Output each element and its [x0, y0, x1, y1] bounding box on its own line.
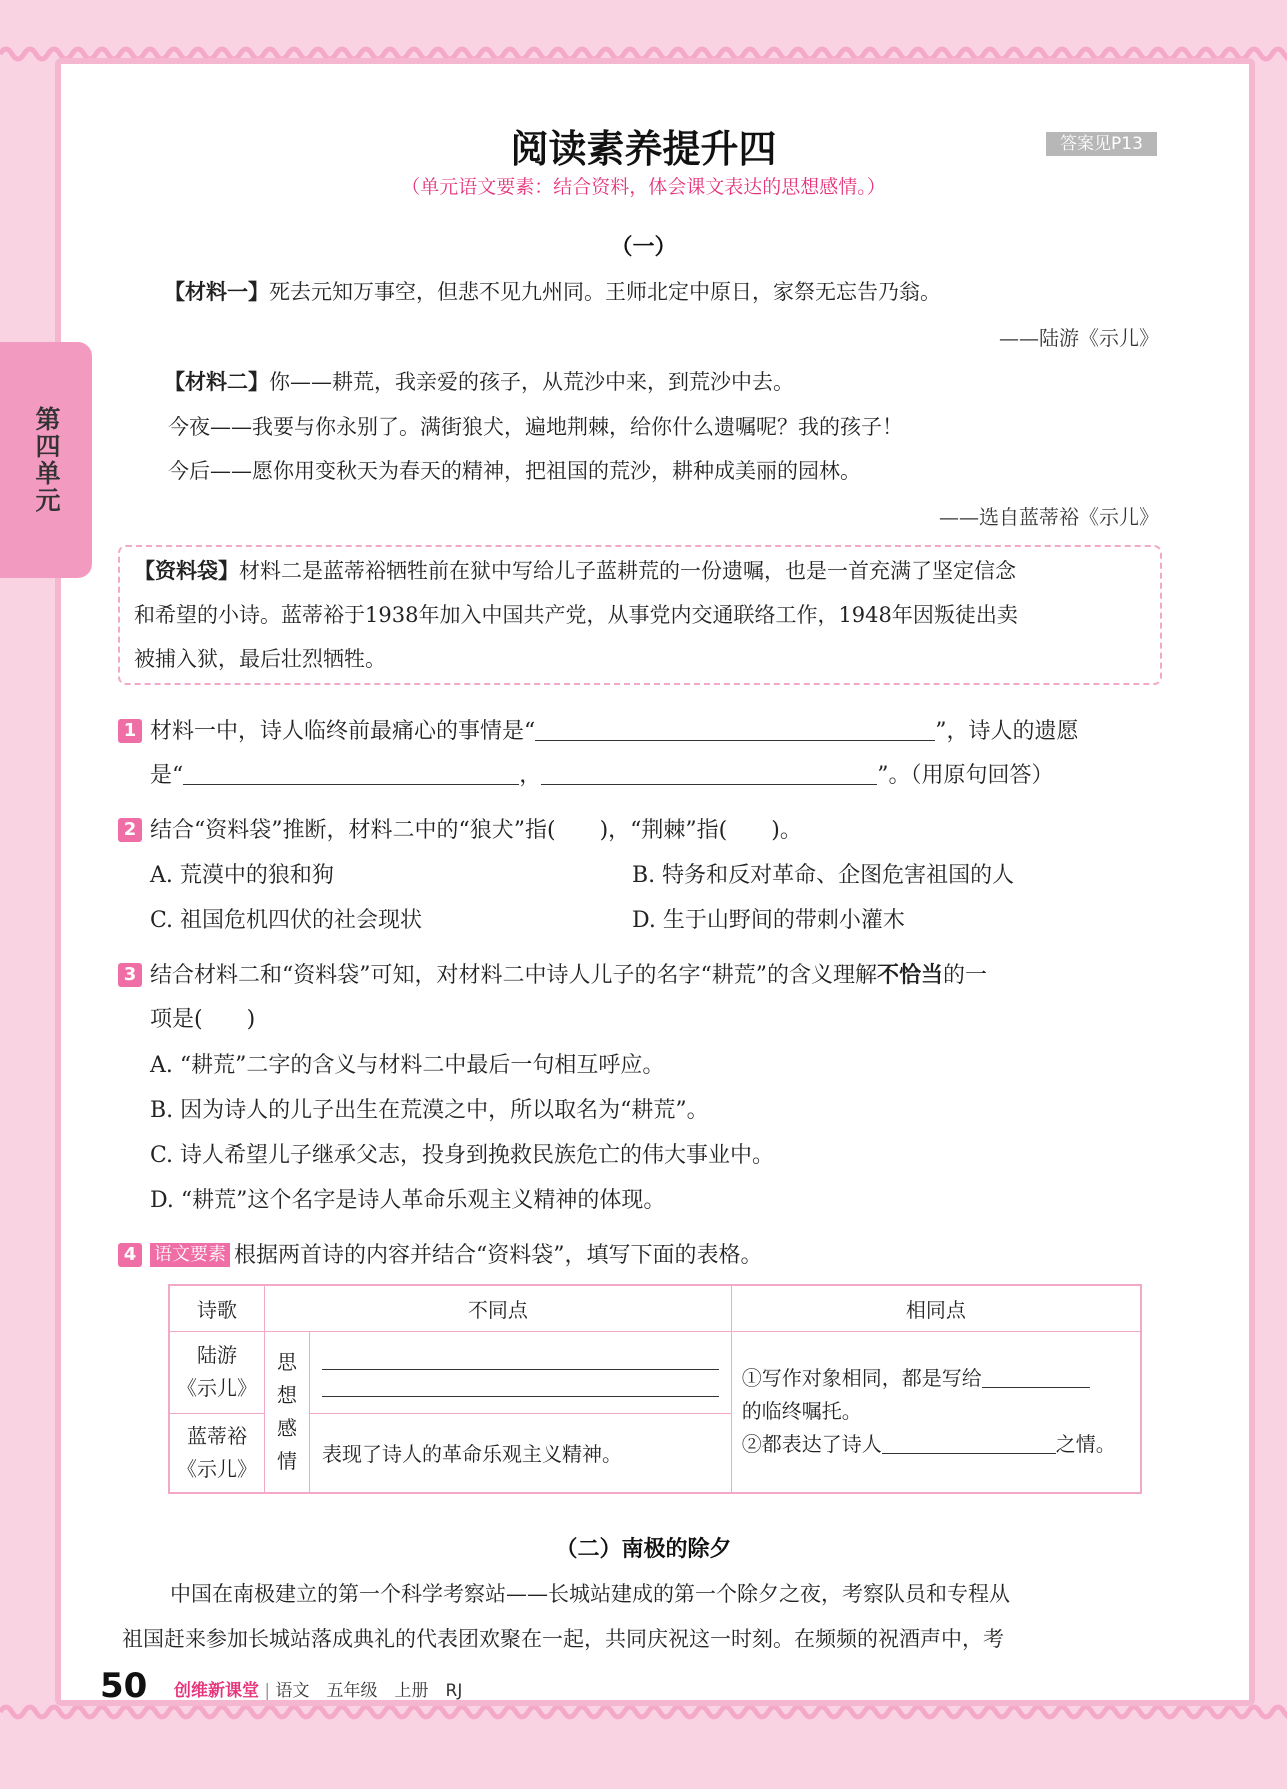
- material-one-source: ——陆游《示儿》: [999, 326, 1159, 350]
- question-2-stem: [118, 813, 802, 844]
- row1-poem: [169, 1331, 265, 1413]
- page-title: 阅读素养提升四: [510, 127, 777, 171]
- question-1-text-d: ，: [519, 763, 542, 788]
- question-1-line-2: [150, 758, 1054, 789]
- comparison-table: [168, 1284, 1142, 1494]
- unit-side-tab: [0, 342, 92, 578]
- material-two-text-1: 你——耕荒，我亲爱的孩子，从荒沙中来，到荒沙中去。: [269, 370, 794, 394]
- material-two-line-2: 今夜——我要与你永别了。满街狼犬，遍地荆棘，给你什么遗嘱呢？我的孩子！: [168, 415, 903, 439]
- table-header-row: [169, 1285, 1141, 1331]
- aspect-char: 思: [277, 1349, 297, 1374]
- header-similarity: 相同点: [731, 1285, 1141, 1331]
- similarity-1-blank[interactable]: [982, 1367, 1090, 1388]
- question-2-number: 2: [118, 818, 142, 842]
- question-3-stem: [118, 958, 987, 989]
- similarity-2: [742, 1428, 1130, 1461]
- row1-title: 《示儿》: [177, 1376, 257, 1400]
- table-row: [169, 1331, 1141, 1413]
- unit-label: 第四单元: [32, 406, 61, 514]
- header-poem: 诗歌: [169, 1285, 265, 1331]
- info-box-line-2: 和希望的小诗。蓝蒂裕于1938年加入中国共产党，从事党内交通联络工作，1948年因叛徒出卖: [134, 603, 1018, 627]
- header-difference: 不同点: [265, 1285, 732, 1331]
- answer-reference-badge: 答案见P13: [1046, 132, 1157, 156]
- question-3-option-d[interactable]: D. “耕荒”这个名字是诗人革命乐观主义精神的体现。: [150, 1188, 666, 1213]
- row2-title: 《示儿》: [177, 1456, 257, 1481]
- aspect-char: 感: [277, 1415, 297, 1440]
- footer-course: 语文 五年级 上册 RJ: [275, 1681, 463, 1701]
- row2-poem: [169, 1413, 265, 1493]
- question-1-text-b: ”，诗人的遗愿: [935, 719, 1079, 744]
- section-two-line-1: 中国在南极建立的第一个科学考察站——长城站建成的第一个除夕之夜，考察队员和专程从: [170, 1582, 1010, 1606]
- question-1-text-c: 是“: [150, 763, 184, 788]
- question-3-number: 3: [118, 963, 142, 987]
- question-4-stem: [118, 1238, 763, 1269]
- aspect-char: 情: [277, 1448, 297, 1473]
- question-3-text-a: 结合材料二和“资料袋”可知，对材料二中诗人儿子的名字“耕荒”的含义理解: [150, 963, 877, 988]
- row2-poet: 蓝蒂裕: [187, 1423, 247, 1448]
- question-1-blank-1[interactable]: [535, 720, 935, 741]
- question-1-blank-3[interactable]: [541, 764, 877, 785]
- answer-line[interactable]: [322, 1386, 719, 1397]
- question-1-text-e: ”。（用原句回答）: [877, 763, 1054, 788]
- info-box-label: 【资料袋】: [134, 559, 239, 583]
- similarity-2-blank[interactable]: [882, 1433, 1056, 1454]
- question-2-option-a[interactable]: A. 荒漠中的狼和狗: [150, 863, 334, 888]
- info-box: [118, 545, 1162, 685]
- aspect-label: [265, 1331, 310, 1493]
- question-3-option-b[interactable]: B. 因为诗人的儿子出生在荒漠之中，所以取名为“耕荒”。: [150, 1098, 709, 1123]
- material-two-label: 【材料二】: [164, 370, 269, 394]
- question-3-option-a[interactable]: A. “耕荒”二字的含义与材料二中最后一句相互呼应。: [150, 1053, 665, 1078]
- similarity-2-text: ②都表达了诗人: [741, 1432, 882, 1457]
- material-two-line-3: 今后——愿你用变秋天为春天的精神，把祖国的荒沙，耕种成美丽的园林。: [168, 459, 861, 483]
- question-3-emphasis: 不恰当: [877, 963, 944, 988]
- question-4-text: 根据两首诗的内容并结合“资料袋”，填写下面的表格。: [234, 1243, 763, 1268]
- question-1-blank-2[interactable]: [183, 764, 519, 785]
- footer-brand: 创维新课堂: [174, 1681, 259, 1701]
- row1-poet: 陆游: [197, 1343, 237, 1367]
- material-one-label: 【材料一】: [164, 280, 269, 304]
- section-two-line-2: 祖国赶来参加长城站落成典礼的代表团欢聚在一起，共同庆祝这一时刻。在频频的祝酒声中，考: [122, 1627, 1004, 1651]
- info-box-text-1: 材料二是蓝蒂裕牺牲前在狱中写给儿子蓝耕荒的一份遗嘱，也是一首充满了坚定信念: [239, 559, 1016, 583]
- section-two-heading: （二）南极的除夕: [555, 1537, 732, 1562]
- question-4-number: 4: [118, 1243, 142, 1267]
- question-1-text-a: 材料一中，诗人临终前最痛心的事情是“: [150, 719, 536, 744]
- question-2-option-d[interactable]: D. 生于山野间的带刺小灌木: [632, 908, 905, 933]
- similarity-1-end: 的临终嘱托。: [741, 1399, 862, 1424]
- similarity-1-text: ①写作对象相同，都是写给: [741, 1366, 982, 1391]
- similarity-2-end: 之情。: [1055, 1432, 1116, 1457]
- aspect-char: 想: [277, 1382, 297, 1407]
- row2-difference: 表现了诗人的革命乐观主义精神。: [310, 1413, 732, 1493]
- material-one-text: 死去元知万事空，但悲不见九州同。王师北定中原日，家祭无忘告乃翁。: [269, 280, 941, 304]
- info-box-line-3: 被捕入狱，最后壮烈牺牲。: [134, 647, 386, 671]
- question-3-stem-line-2: 项是( ): [150, 1007, 256, 1032]
- page-number: 50: [100, 1666, 148, 1706]
- similarity-1: [742, 1362, 1130, 1395]
- material-two-line-1: [164, 366, 794, 396]
- similarity-cell: [731, 1331, 1141, 1493]
- material-one: [164, 276, 941, 306]
- question-1-number: 1: [118, 719, 142, 743]
- footer-info: 创维新课堂 | 语文 五年级 上册 RJ: [174, 1681, 463, 1701]
- question-4-tag: 语文要素: [150, 1243, 230, 1267]
- section-one-heading: （一）: [610, 235, 677, 260]
- question-2-option-c[interactable]: C. 祖国危机四伏的社会现状: [150, 908, 423, 933]
- material-two-source: ——选自蓝蒂裕《示儿》: [939, 505, 1159, 529]
- question-3-text-b: 的一: [943, 963, 988, 988]
- row1-difference-answer[interactable]: [310, 1331, 732, 1413]
- question-2-option-b[interactable]: B. 特务和反对革命、企图危害祖国的人: [632, 863, 1015, 888]
- question-3-option-c[interactable]: C. 诗人希望儿子继承父志，投身到挽救民族危亡的伟大事业中。: [150, 1143, 775, 1168]
- answer-line[interactable]: [322, 1347, 719, 1370]
- unit-objective-subtitle: （单元语文要素：结合资料，体会课文表达的思想感情。）: [401, 176, 886, 198]
- question-1-line-1: [118, 714, 1079, 745]
- question-2-text: 结合“资料袋”推断，材料二中的“狼犬”指( )，“荆棘”指( )。: [150, 818, 802, 843]
- info-box-line-1: [120, 549, 1160, 593]
